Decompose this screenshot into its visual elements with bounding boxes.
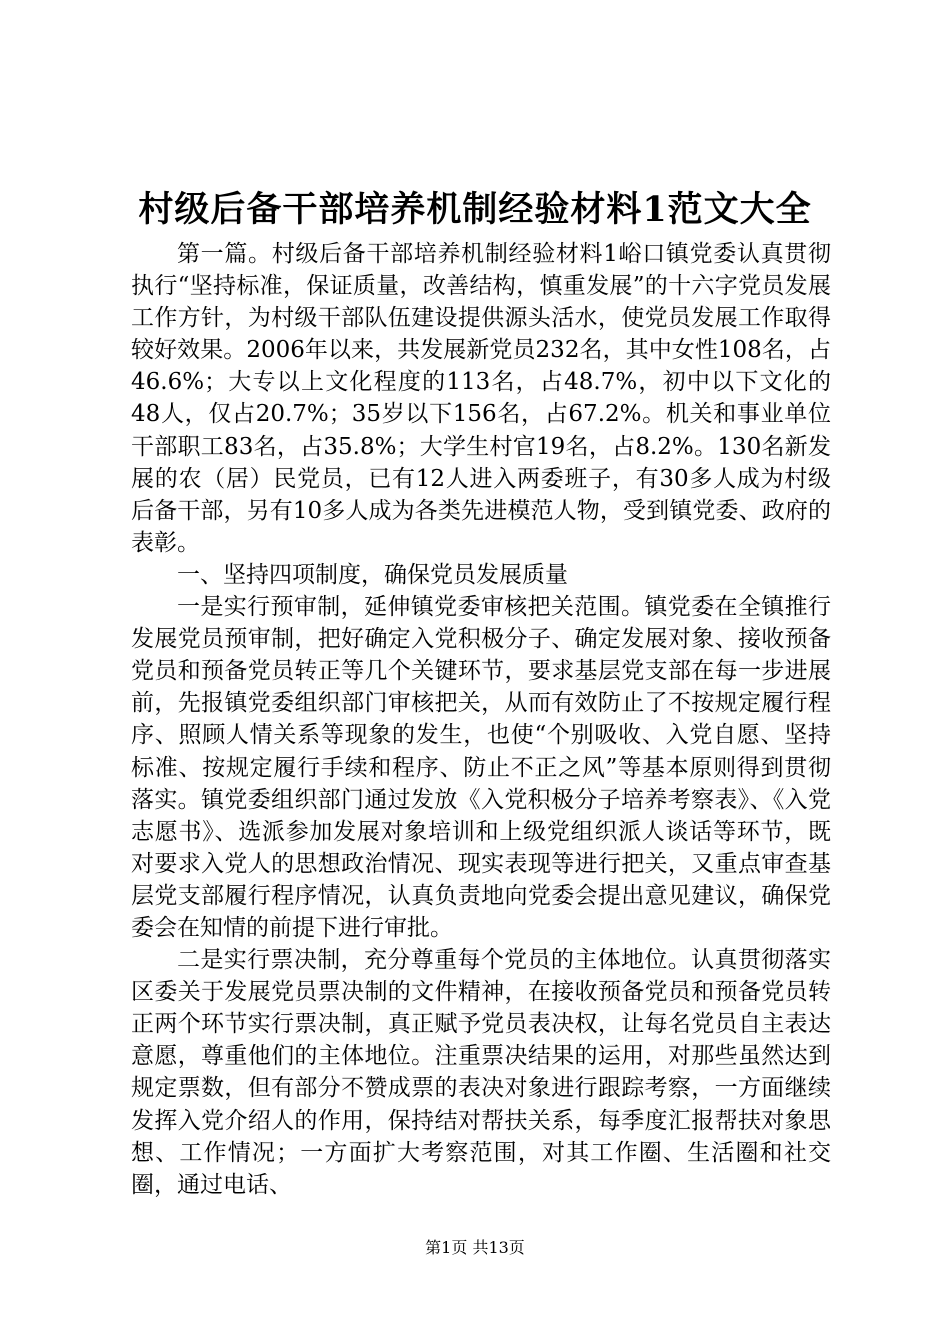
document-title: 村级后备干部培养机制经验材料1范文大全 xyxy=(138,189,812,230)
paragraph-pre-review: 一是实行预审制，延伸镇党委审核把关范围。镇党委在全镇推行发展党员预审制，把好确定入党积极分子、确定发展对象、接收预备党员和预备党员转正等几个关键环节，要求基层党支部在每一步进展前，先报镇党委组织部门审核把关，从而有效防止了不按规定履行程序、照顾人情关系等现象的发生，也使“个别吸收、入党自愿、坚持标准、按规定履行手续和程序、防止不正之风”等基本原则得到贯彻落实。镇党委组织部门通过发放《入党积极分子培养考察表》、《入党志愿书》、选派参加发展对象培训和上级党组织派人谈话等环节，既对要求入党人的思想政治情况、现实表现等进行把关，又重点审查基层党支部履行程序情况，认真负责地向党委会提出意见建议，确保党委会在知情的前提下进行审批。 xyxy=(131,594,831,941)
section-heading: 一、坚持四项制度，确保党员发展质量 xyxy=(177,561,568,588)
document-body xyxy=(131,238,831,1201)
paragraph-vote-system: 二是实行票决制，充分尊重每个党员的主体地位。认真贯彻落实区委关于发展党员票决制的文件精神，在接收预备党员和预备党员转正两个环节实行票决制，真正赋予党员表决权，让每名党员自主表达意愿，尊重他们的主体地位。注重票决结果的运用，对那些虽然达到规定票数，但有部分不赞成票的表决对象进行跟踪考察，一方面继续发挥入党介绍人的作用，保持结对帮扶关系，每季度汇报帮扶对象思想、工作情况；一方面扩大考察范围，对其工作圈、生活圈和社交圈，通过电话、 xyxy=(131,947,831,1198)
paragraph-intro: 第一篇。村级后备干部培养机制经验材料1峪口镇党委认真贯彻执行“坚持标准，保证质量，改善结构，慎重发展”的十六字党员发展工作方针，为村级干部队伍建设提供源头活水，使党员发展工作取得较好效果。2006年以来，共发展新党员232名，其中女性108名，占46.6%；大专以上文化程度的113名，占48.7%，初中以下文化的48人，仅占20.7%；35岁以下156名，占67.2%。机关和事业单位干部职工83名，占35.8%；大学生村官19名，占8.2%。130名新发展的农（居）民党员，已有12人进入两委班子，有30多人成为村级后备干部，另有10多人成为各类先进模范人物，受到镇党委、政府的表彰。 xyxy=(131,241,831,556)
page-footer: 第1页 共13页 xyxy=(425,1238,525,1257)
